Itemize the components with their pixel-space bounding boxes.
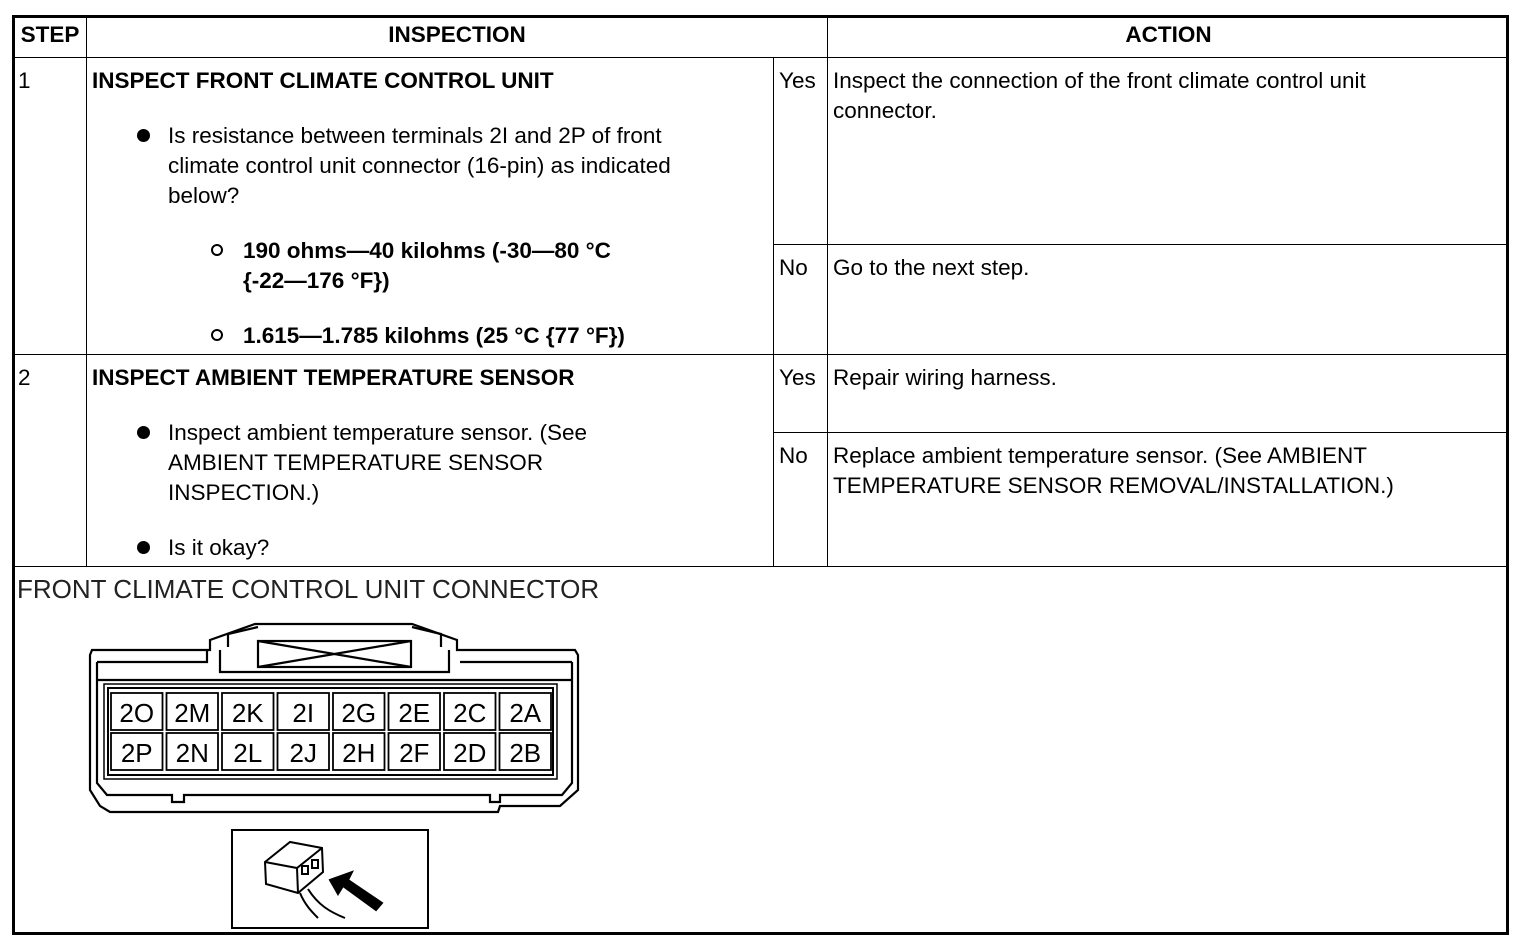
connector-pin-label: 2E bbox=[398, 698, 431, 728]
step-1-yes-action-line-1: Inspect the connection of the front climate control unit bbox=[833, 68, 1366, 93]
step-2-bullet-1-line-2: AMBIENT TEMPERATURE SENSOR bbox=[168, 450, 544, 475]
connector-pin-label: 2C bbox=[453, 698, 487, 728]
connector-pin-label: 2I bbox=[292, 698, 315, 728]
step-1-yes-label: Yes bbox=[779, 68, 816, 93]
step-1-no-label: No bbox=[779, 255, 808, 280]
step-2-number: 2 bbox=[18, 365, 31, 390]
step-2-no-label: No bbox=[779, 443, 808, 468]
connector-pin-label: 2K bbox=[231, 698, 264, 728]
connector-pin-label: 2B bbox=[509, 738, 542, 768]
step-1-question-line-3: below? bbox=[168, 183, 240, 208]
connector-pin-label: 2M bbox=[174, 698, 211, 728]
connector-pin-label: 2A bbox=[509, 698, 542, 728]
step-1-number: 1 bbox=[18, 68, 31, 93]
spec-2-line-1: 1.615—1.785 kilohms (25 °C {77 °F}) bbox=[243, 323, 625, 348]
connector-title: FRONT CLIMATE CONTROL UNIT CONNECTOR bbox=[17, 574, 600, 604]
connector-pin-label: 2P bbox=[120, 738, 153, 768]
step-2-bullet-2: Is it okay? bbox=[168, 535, 270, 560]
step-2-bullet-1-line-1: Inspect ambient temperature sensor. (See bbox=[168, 420, 587, 445]
step-2-title: INSPECT AMBIENT TEMPERATURE SENSOR bbox=[92, 365, 575, 390]
step-2-yes-label: Yes bbox=[779, 365, 816, 390]
connector-pin-label: 2L bbox=[233, 738, 263, 768]
connector-pin-label: 2D bbox=[453, 738, 487, 768]
connector-pin-label: 2G bbox=[341, 698, 377, 728]
connector-pin-label: 2H bbox=[342, 738, 376, 768]
step-1-question-line-1: Is resistance between terminals 2I and 2P of front bbox=[168, 123, 662, 148]
step-1-yes-action-line-2: connector. bbox=[833, 98, 937, 123]
connector-pin-label: 2F bbox=[399, 738, 430, 768]
connector-pin-label: 2J bbox=[289, 738, 317, 768]
step-2-yes-action: Repair wiring harness. bbox=[833, 365, 1057, 390]
header-step: STEP bbox=[20, 22, 80, 47]
spec-1-line-1: 190 ohms—40 kilohms (-30—80 °C bbox=[243, 238, 611, 263]
step-1-no-action: Go to the next step. bbox=[833, 255, 1030, 280]
connector-pin-label: 2O bbox=[119, 698, 155, 728]
spec-1-line-2: {-22—176 °F}) bbox=[243, 268, 390, 293]
connector-pin-label: 2N bbox=[175, 738, 209, 768]
step-2-bullet-1-line-3: INSPECTION.) bbox=[168, 480, 320, 505]
step-1-question-line-2: climate control unit connector (16-pin) as indicated bbox=[168, 153, 671, 178]
connector-view-icon bbox=[232, 830, 428, 928]
header-action: ACTION bbox=[1125, 22, 1212, 47]
step-2-no-action-line-1: Replace ambient temperature sensor. (See AMBIENT bbox=[833, 443, 1368, 468]
step-2-no-action-line-2: TEMPERATURE SENSOR REMOVAL/INSTALLATION.) bbox=[833, 473, 1394, 498]
header-inspection: INSPECTION bbox=[388, 22, 526, 47]
step-1-title: INSPECT FRONT CLIMATE CONTROL UNIT bbox=[92, 68, 554, 93]
